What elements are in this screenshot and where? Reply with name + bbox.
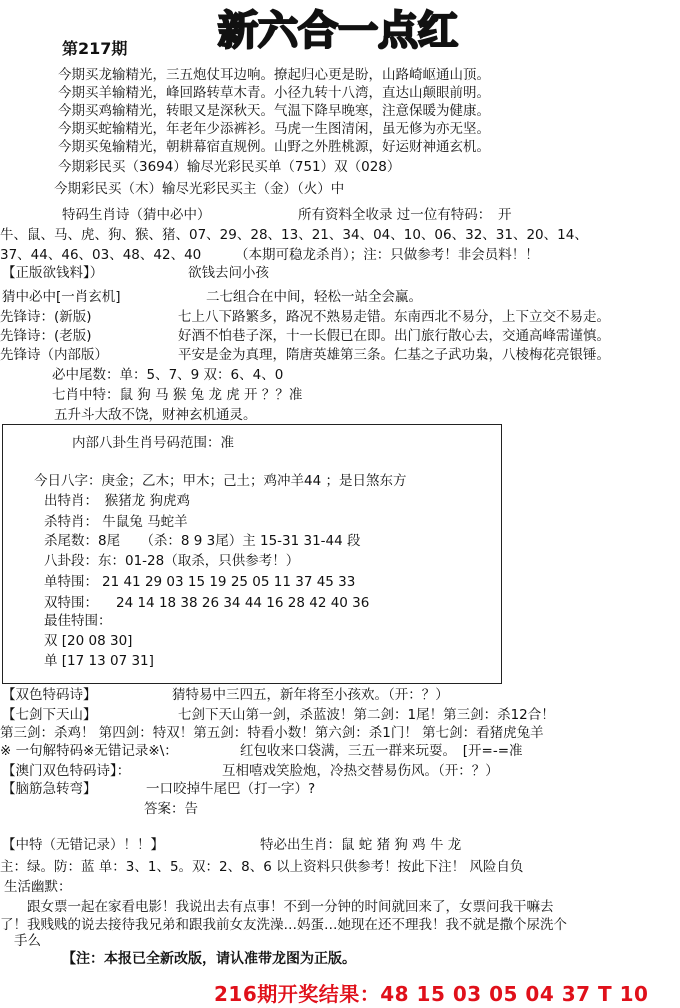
qijian-label: 【七剑下天山】: [2, 707, 97, 723]
issue-number: 第217期: [62, 39, 128, 58]
tema-note: 所有资料全收录 过一位有特码： 开: [298, 207, 512, 223]
box-chu: 出特肖： 猴猪龙 狗虎鸡: [44, 493, 191, 509]
qijian-text: 七剑下天山第一剑，杀蓝波！第二剑：1尾！第三剑：杀12合！: [178, 707, 555, 723]
title-logo: [188, 6, 488, 54]
xianfeng-old-text: 好酒不怕巷子深，十一长假已在即。出门旅行散心去，交通高峰需谨慎。: [178, 328, 610, 344]
xianfeng-old-label: 先锋诗：(老版): [0, 328, 92, 344]
shuangse-label: 【双色特码诗】: [2, 687, 97, 703]
poem-5: 今期买兔输精光，朝耕幕宿直规例。山野之外胜桃源，好运财神通玄机。: [58, 139, 490, 155]
number-row: 37、44、46、03、48、42、40 （本期可稳龙杀肖）；注：只做参考！非会员料！！: [0, 247, 539, 263]
qixiao-line: 七肖中特：鼠 狗 马 猴 兔 龙 虎 开 ？？准: [52, 387, 303, 403]
yiju-label: ※ 一句解特码※无错记录※\：: [0, 743, 178, 759]
box-bazi: 今日八字：庚金；乙木；甲木；己土；鸡冲羊44 ；是日煞东方: [34, 473, 407, 489]
page-title-graphic: [188, 6, 488, 54]
zhongte-label: 【中特（无错记录）！！】: [2, 837, 164, 853]
humor-label: 生活幽默：: [4, 879, 72, 895]
xianfeng-new-text: 七上八下路繁多，路况不熟易走错。东南西北不易分，上下立交不易走。: [178, 309, 610, 325]
zhu-line: 主：绿。防：蓝 单：3、1、5。双：2、8、6 以上资料只供参考！按此下注！ 风险自负: [0, 859, 524, 875]
box-best-label: 最佳特围：: [44, 613, 112, 629]
xianfeng-inner-label: 先锋诗（内部版）: [0, 347, 108, 363]
zodiac-row: 牛、鼠、马、虎、狗、猴、猪、07、29、28、13、21、34、04、10、06、32、31、20、14、: [0, 227, 588, 243]
box-header: 内部八卦生肖号码范围：准: [72, 435, 234, 451]
qijian-row-2: 第三剑：杀鸡！ 第四剑：特双！第五剑：特看小数！第六剑：杀1门！ 第七剑：看猪虎兔羊: [0, 725, 544, 741]
previous-result: 216期开奖结果：48 15 03 05 04 37 T 10: [214, 982, 649, 1006]
box-weishu: 杀尾数：8尾 （杀：8 9 3尾）主 15-31 31-44 段: [44, 533, 361, 549]
tema-label: 特码生肖诗（猜中必中）: [62, 207, 211, 223]
minmai-line-1: 今期彩民买（3694）输尽光彩民买单（751）双（028）: [58, 159, 401, 175]
zhengban-label: 【正版欲钱料】）: [2, 265, 104, 281]
weishu-line: 必中尾数：单：5、7、9 双：6、4、0: [52, 367, 284, 383]
humor-line-3: 手么: [14, 933, 41, 949]
box-dan: 21 41 29 03 15 19 25 05 11 37 45 33: [102, 574, 356, 590]
naojin-text: 一口咬掉牛尾巴（打一字）?: [146, 781, 316, 797]
aomen-text: 互相嘻戏笑脸炮，冷热交替易伤风。（开：？）: [222, 763, 499, 779]
poem-4: 今期买蛇输精光，年老年少添裤衫。马虎一生图清闲，虽无修为亦无坚。: [58, 121, 490, 137]
minmai-line-2: 今期彩民买（木）输尽光彩民买主（金）（火）中: [54, 181, 345, 197]
humor-line-2: 了！我贱贱的说去接待我兄弟和跟我前女友洗澡…妈蛋…她现在还不理我！我不就是撒个尿洗个: [0, 917, 567, 933]
box-best-shuang: 双 [20 08 30]: [44, 633, 133, 649]
naojin-label: 【脑筋急转弯】: [2, 781, 97, 797]
box-dan-label: 单特围：: [44, 574, 98, 590]
humor-line-1: 跟女票一起在家看电影！我说出去有点事！不到一分钟的时间就回来了，女票问我干嘛去: [0, 899, 554, 915]
zhongte-text: 特必出生肖：鼠 蛇 猪 狗 鸡 牛 龙: [260, 837, 462, 853]
zhengban-text: 欲钱去问小孩: [188, 265, 269, 281]
box-sha: 杀特肖： 牛鼠兔 马蛇羊: [44, 514, 188, 530]
poem-1: 今期买龙输精光，三五炮仗耳边响。撩起归心更是盼，山路崎岖通山顶。: [58, 67, 490, 83]
shuangse-text: 猜特易中三四五，新年将至小孩欢。（开：？）: [172, 687, 449, 703]
yiju-text: 红包收来口袋满，三五一群来玩耍。 [开=-=准: [240, 743, 523, 759]
naojin-answer: 答案：告: [144, 801, 198, 817]
aomen-label: 【澳门双色特码诗】：: [2, 763, 131, 779]
wudou-line: 五升斗大敌不饶，财神玄机通灵。: [54, 407, 257, 423]
poem-2: 今期买羊输精光，峰回路转草木青。小径九转十八湾，直达山颠眼前明。: [58, 85, 490, 101]
cai-label: 猜中必中[一肖玄机]: [2, 289, 121, 305]
notice-line: 【注：本报已全新改版，请认准带龙图为正版。: [62, 951, 356, 967]
cai-text: 二七组合在中间，轻松一站全会赢。: [206, 289, 422, 305]
box-shuang: 24 14 18 38 26 34 44 16 28 42 40 36: [116, 595, 370, 611]
box-shuang-label: 双特围：: [44, 595, 98, 611]
box-best-dan: 单 [17 13 07 31]: [44, 653, 154, 669]
page-title: 新六合一点红: [218, 8, 458, 54]
box-bagua: 八卦段：东：01-28（取杀，只供参考！）: [44, 553, 300, 569]
xianfeng-new-label: 先锋诗：(新版): [0, 309, 92, 325]
poem-3: 今期买鸡输精光，转眼又是深秋天。气温下降早晚寒，注意保暖为健康。: [58, 103, 490, 119]
xianfeng-inner-text: 平安是金为真理，隋唐英雄第三条。仁基之子武功枭，八棱梅花亮银锤。: [178, 347, 610, 363]
